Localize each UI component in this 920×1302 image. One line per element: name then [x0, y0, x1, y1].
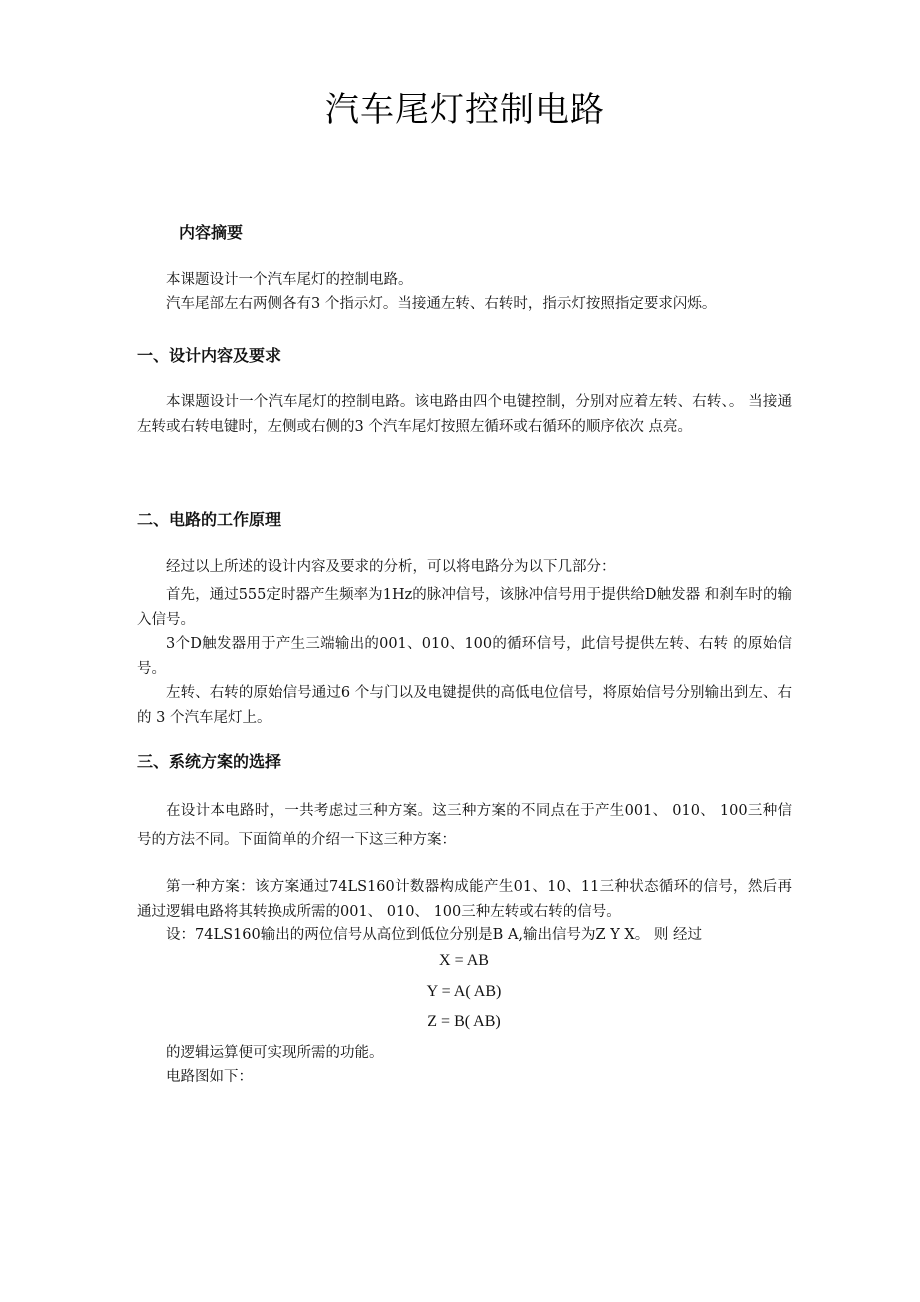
- section2-paragraph-3: 左转、右转的原始信号通过6 个与门以及电键提供的高低电位信号，将原始信号分别输出到左、右的 3 个汽车尾灯上。: [137, 685, 792, 726]
- section2-heading: 二、电路的工作原理: [137, 510, 282, 529]
- section1-heading: 一、设计内容及要求: [137, 346, 282, 365]
- formula-x: X = AB: [439, 952, 489, 969]
- section3-scheme1-paragraph: 第一种方案：该方案通过74LS160计数器构成能产生01、10、11三种状态循环的信号，然后再通过逻辑电路将其转换成所需的001、 010、 100三种左转或右转的信号。: [137, 879, 792, 920]
- section3-closing-line-1: 的逻辑运算便可实现所需的功能。: [166, 1045, 384, 1061]
- document-title: 汽车尾灯控制电路: [325, 90, 605, 130]
- section3-setup-line: 设：74LS160输出的两位信号从高位到低位分别是B A,输出信号为Z Y X。 则 经过: [166, 927, 702, 943]
- section3-intro-paragraph: 在设计本电路时，一共考虑过三种方案。这三种方案的不同点在于产生001、 010、 100三种信号的方法不同。下面简单的介绍一下这三种方案：: [137, 803, 792, 848]
- abstract-heading: 内容摘要: [179, 223, 244, 242]
- section1-paragraph: 本课题设计一个汽车尾灯的控制电路。该电路由四个电键控制，分别对应着左转、右转、。 当接通左转或右转电键时，左侧或右侧的3 个汽车尾灯按照左循环或右循环的顺序依次 点亮。: [137, 394, 792, 435]
- formula-z: Z = B( AB): [427, 1013, 501, 1030]
- formula-y: Y = A( AB): [426, 983, 502, 1000]
- section3-closing-line-2: 电路图如下：: [166, 1069, 253, 1085]
- abstract-line-1: 本课题设计一个汽车尾灯的控制电路。: [166, 272, 413, 288]
- section2-intro: 经过以上所述的设计内容及要求的分析，可以将电路分为以下几部分：: [166, 559, 616, 575]
- abstract-line-2: 汽车尾部左右两侧各有3 个指示灯。当接通左转、右转时，指示灯按照指定要求闪烁。: [166, 296, 717, 312]
- section2-paragraph-2: 3个D触发器用于产生三端输出的001、010、100的循环信号，此信号提供左转、右转 的原始信号。: [137, 636, 792, 677]
- section3-heading: 三、系统方案的选择: [137, 752, 282, 771]
- section2-paragraph-1: 首先，通过555定时器产生频率为1Hz的脉冲信号，该脉冲信号用于提供给D触发器 和刹车时的输入信号。: [137, 587, 792, 628]
